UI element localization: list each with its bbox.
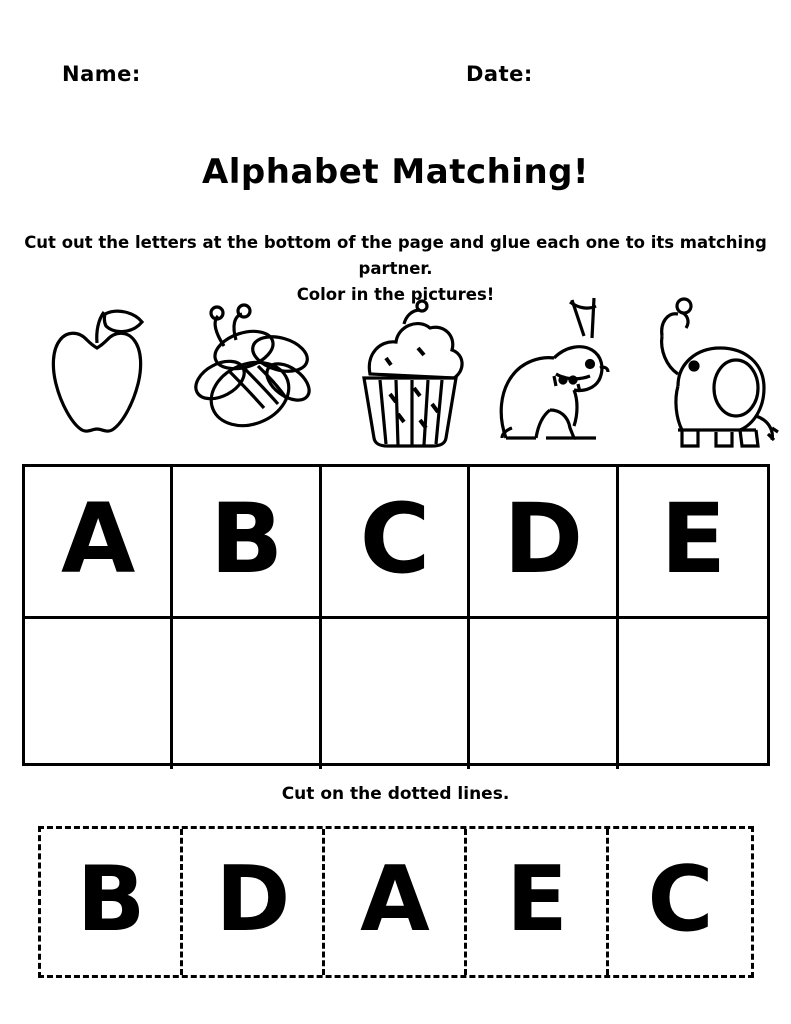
letter-grid <box>22 464 770 766</box>
cutout-cell-5[interactable] <box>609 829 751 975</box>
grid-cell-top-3[interactable] <box>322 467 470 619</box>
grid-cell-bottom-1[interactable] <box>25 619 173 769</box>
grid-cell-top-1[interactable] <box>25 467 173 619</box>
apple-icon <box>22 288 172 460</box>
grid-letter: C <box>359 482 430 595</box>
picture-cell-dog <box>470 288 620 460</box>
cutout-cell-2[interactable] <box>183 829 325 975</box>
page-title: Alphabet Matching! <box>201 152 590 192</box>
grid-cell-top-4[interactable] <box>470 467 618 619</box>
grid-cell-bottom-4[interactable] <box>470 619 618 769</box>
grid-cell-top-2[interactable] <box>173 467 321 619</box>
cutout-letter: B <box>76 847 145 952</box>
cupcake-icon <box>332 288 482 460</box>
cutout-letter: A <box>360 847 429 952</box>
elephant-icon <box>622 288 782 460</box>
grid-letter: D <box>503 482 583 595</box>
grid-letter: E <box>660 482 726 595</box>
grid-letter: A <box>61 482 135 595</box>
instructions-line-2: Color in the pictures! <box>296 285 495 304</box>
instructions-line-1: Cut out the letters at the bottom of the page and glue each one to its matching partner. <box>24 233 767 278</box>
picture-cell-cupcake <box>332 288 482 460</box>
dog-icon <box>470 288 630 460</box>
cutout-letter: D <box>215 847 290 952</box>
cut-instruction: Cut on the dotted lines. <box>281 784 510 804</box>
grid-letter: B <box>210 482 283 595</box>
cutout-letter: C <box>647 847 713 952</box>
cutout-letter: E <box>506 847 567 952</box>
grid-cell-bottom-3[interactable] <box>322 619 470 769</box>
name-date-row <box>0 62 791 94</box>
cutout-cell-4[interactable] <box>467 829 609 975</box>
picture-cell-apple <box>22 288 172 460</box>
date-label: Date: <box>466 62 533 86</box>
picture-cell-bee <box>172 288 322 460</box>
bee-icon <box>172 288 332 460</box>
picture-cell-elephant <box>622 288 772 460</box>
grid-cell-top-5[interactable] <box>619 467 767 619</box>
grid-cell-bottom-2[interactable] <box>173 619 321 769</box>
cutout-strip <box>38 826 754 978</box>
grid-cell-bottom-5[interactable] <box>619 619 767 769</box>
picture-row <box>22 288 770 460</box>
cutout-cell-3[interactable] <box>325 829 467 975</box>
cutout-cell-1[interactable] <box>41 829 183 975</box>
name-label: Name: <box>62 62 141 86</box>
